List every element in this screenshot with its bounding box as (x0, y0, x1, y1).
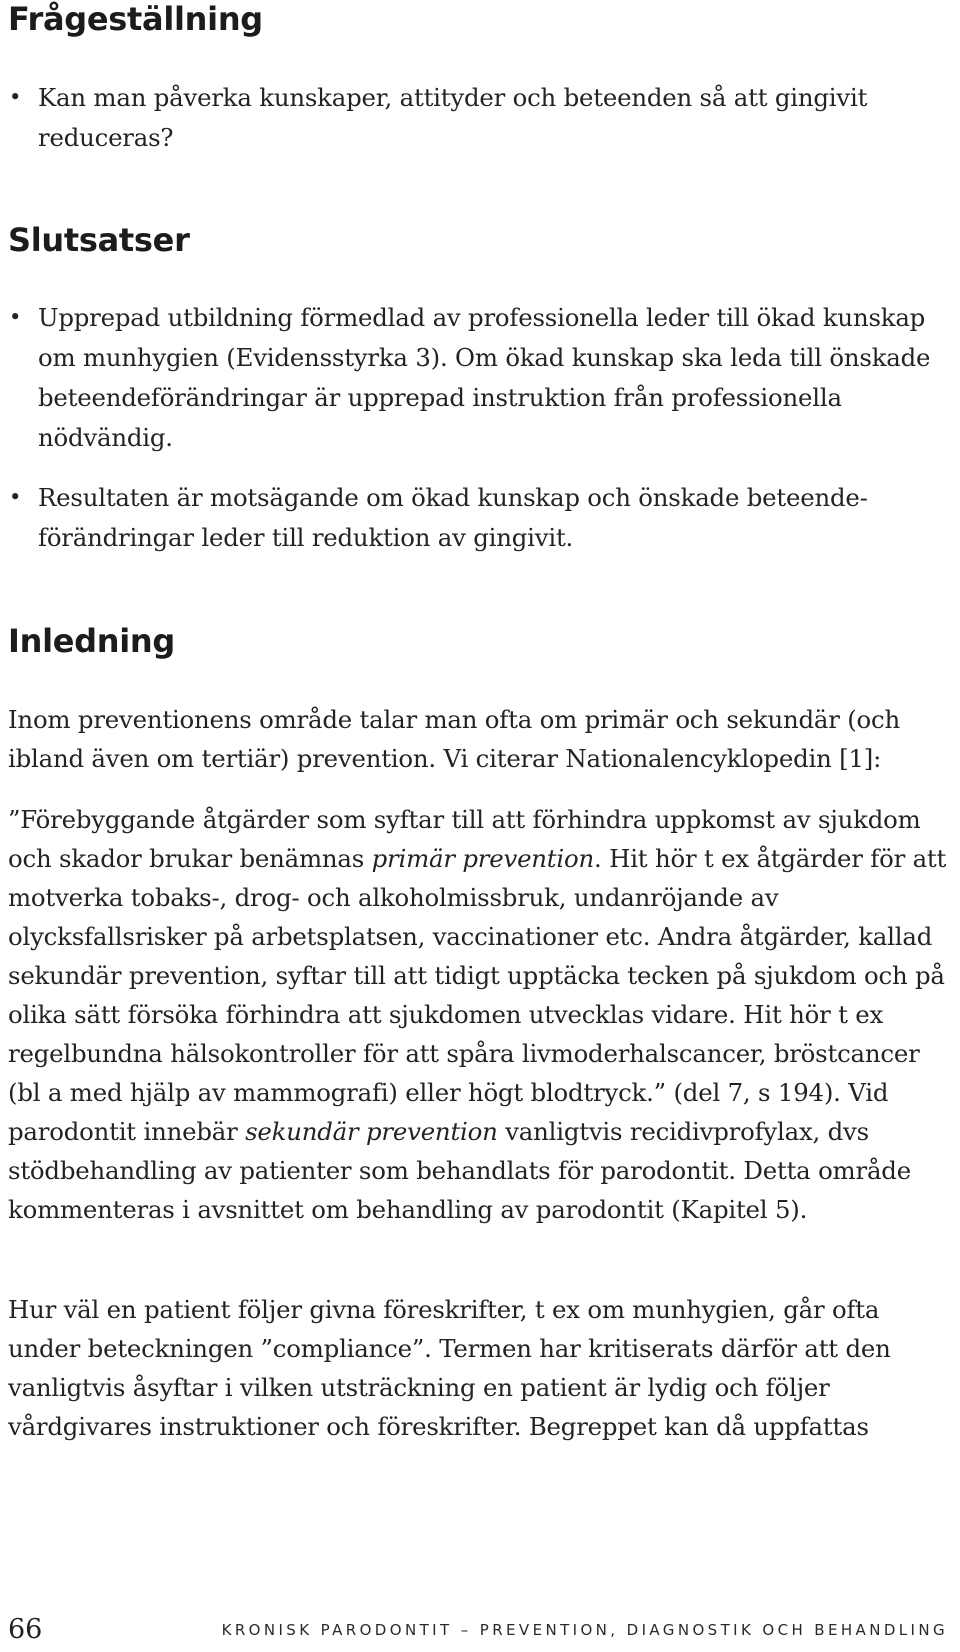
list-item (8, 298, 933, 458)
list-item-text: Upprepad utbildning förmedlad av professionella leder till ökad kunskap om munhygien (Evidensstyrka 3). Om ökad kunskap ska leda till önskade beteendeförändringar är upprepad instruktion från professionella nödvändig. (38, 303, 931, 452)
quote-text-1: ”Förebyggande åtgärder som syftar till att förhindra uppkomst av sjukdom och skador brukar benämnas (8, 805, 921, 873)
bullet-icon: • (9, 305, 22, 329)
list-item-text: Kan man påverka kunskaper, attityder och beteenden så att gingivit reduceras? (38, 83, 868, 152)
heading-slutsatser: Slutsatser (8, 221, 190, 259)
list-item (8, 78, 933, 158)
list-item (8, 478, 933, 558)
primary-prevention-term: primär prevention (371, 844, 595, 873)
running-title: KRONISK PARODONTIT – PREVENTION, DIAGNOSTIK OCH BEHANDLING (221, 1621, 948, 1639)
page-footer (8, 1610, 948, 1650)
page-number: 66 (8, 1614, 43, 1645)
heading-inledning: Inledning (8, 622, 176, 660)
conclusions-list (8, 298, 933, 558)
heading-fragestallning: Frågeställning (8, 0, 263, 38)
compliance-paragraph: Hur väl en patient följer givna föreskrifter, t ex om munhygien, går ofta under beteckningen ”compliance”. Termen har kritiserats därför att den vanligtvis åsyftar i vilken utsträckning en patient är lydig och följer vårdgivares instruktioner och föreskrifter. Begreppet kan då uppfattas (8, 1295, 891, 1441)
quote-text-3: vanligtvis recidivprofylax, dvs stödbehandling av patienter som behandlats för parodontit. Detta område kommenteras i avsnittet om behandling av parodontit (Kapitel 5). (8, 1117, 911, 1224)
question-list (8, 78, 933, 158)
quote-text-2: . Hit hör t ex åtgärder för att motverka tobaks-, drog- och alkoholmissbruk, undanröjande av olycksfallsrisker på arbetsplatsen, vaccinationer etc. Andra åtgärder, kallad sekundär prevention, syftar till att tidigt upptäcka tecken på sjukdom och på olika sätt försöka förhindra att sjukdomen utvecklas vidare. Hit hör t ex regelbundna hälsokontroller för att spåra livmoderhalscancer, bröstcancer (bl a med hjälp av mammografi) eller högt blodtryck.” (del 7, s 194). Vid parodontit innebär (8, 844, 947, 1146)
intro-paragraph: Inom preventionens område talar man ofta om primär och sekundär (och ibland även om tertiär) prevention. Vi citerar Nationalencyklopedin [1]: (8, 705, 901, 773)
bullet-icon: • (9, 485, 22, 509)
list-item-text: Resultaten är motsägande om ökad kunskap och önskade beteende-förändringar leder till reduktion av gingivit. (38, 483, 868, 552)
secondary-prevention-term: sekundär prevention (245, 1117, 498, 1146)
quote-paragraph (8, 800, 953, 1229)
bullet-icon: • (9, 85, 22, 109)
